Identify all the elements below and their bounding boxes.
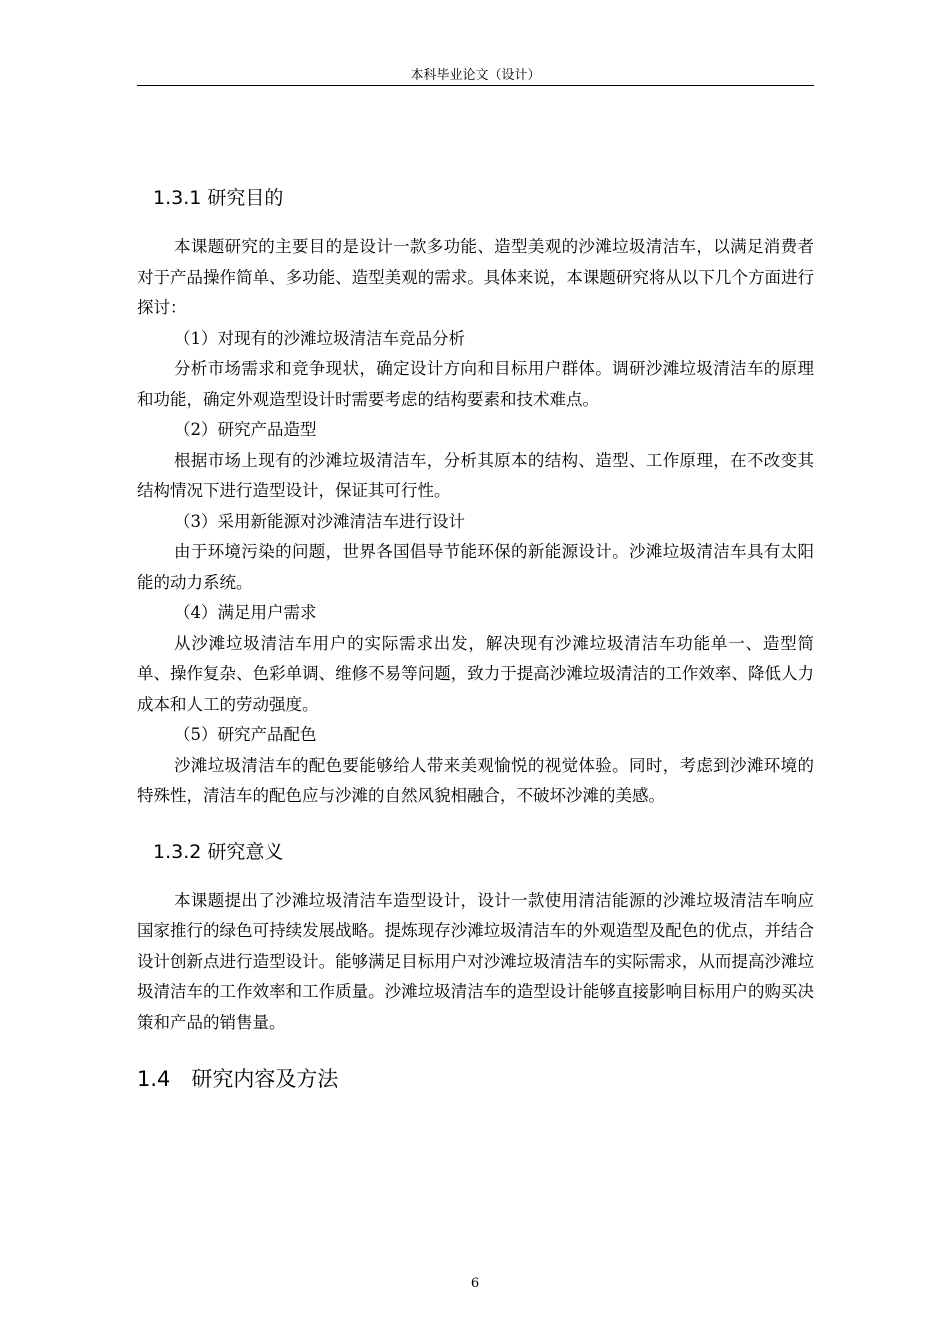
- list-item-heading: （2）研究产品造型: [174, 420, 317, 439]
- paragraph: 由于环境污染的问题，世界各国倡导节能环保的新能源设计。沙滩垃圾清洁车具有太阳能的动力系统。: [137, 542, 814, 592]
- paragraph: 本课题研究的主要目的是设计一款多功能、造型美观的沙滩垃圾清洁车，以满足消费者对于产品操作简单、多功能、造型美观的需求。具体来说，本课题研究将从以下几个方面进行探讨：: [137, 237, 814, 317]
- paragraph: 分析市场需求和竞争现状，确定设计方向和目标用户群体。调研沙滩垃圾清洁车的原理和功能，确定外观造型设计时需要考虑的结构要素和技术难点。: [137, 359, 814, 409]
- page-number: 6: [470, 1276, 480, 1291]
- paragraph: 沙滩垃圾清洁车的配色要能够给人带来美观愉悦的视觉体验。同时，考虑到沙滩环境的特殊性，清洁车的配色应与沙滩的自然风貌相融合，不破坏沙滩的美感。: [137, 755, 814, 805]
- page-body: [137, 182, 814, 1096]
- running-header: 本科毕业论文（设计）: [410, 68, 541, 83]
- chapter-heading-research-methods: 1.4 研究内容及方法: [137, 1067, 339, 1091]
- list-item-heading: （1）对现有的沙滩垃圾清洁车竞品分析: [174, 328, 465, 348]
- list-item-heading: （3）采用新能源对沙滩清洁车进行设计: [174, 511, 465, 531]
- paragraph: 从沙滩垃圾清洁车用户的实际需求出发，解决现有沙滩垃圾清洁车功能单一、造型简单、操作复杂、色彩单调、维修不易等问题，致力于提高沙滩垃圾清洁的工作效率、降低人力成本和人工的劳动强度。: [137, 633, 814, 714]
- paragraph: 本课题提出了沙滩垃圾清洁车造型设计，设计一款使用清洁能源的沙滩垃圾清洁车响应国家推行的绿色可持续发展战略。提炼现存沙滩垃圾清洁车的外观造型及配色的优点，并结合设计创新点进行造型设计。能够满足目标用户对沙滩垃圾清洁车的实际需求，从而提高沙滩垃圾清洁车的工作效率和工作质量。沙滩垃圾清洁车的造型设计能够直接影响目标用户的购买决策和产品的销售量。: [137, 890, 814, 1032]
- paragraph: 根据市场上现有的沙滩垃圾清洁车，分析其原本的结构、造型、工作原理，在不改变其结构情况下进行造型设计，保证其可行性。: [137, 450, 814, 500]
- section-heading-research-purpose: 1.3.1 研究目的: [153, 187, 284, 209]
- list-item-heading: （4）满足用户需求: [174, 603, 317, 622]
- section-heading-research-significance: 1.3.2 研究意义: [153, 840, 284, 863]
- list-item-heading: （5）研究产品配色: [174, 725, 317, 744]
- header-divider: [137, 85, 814, 86]
